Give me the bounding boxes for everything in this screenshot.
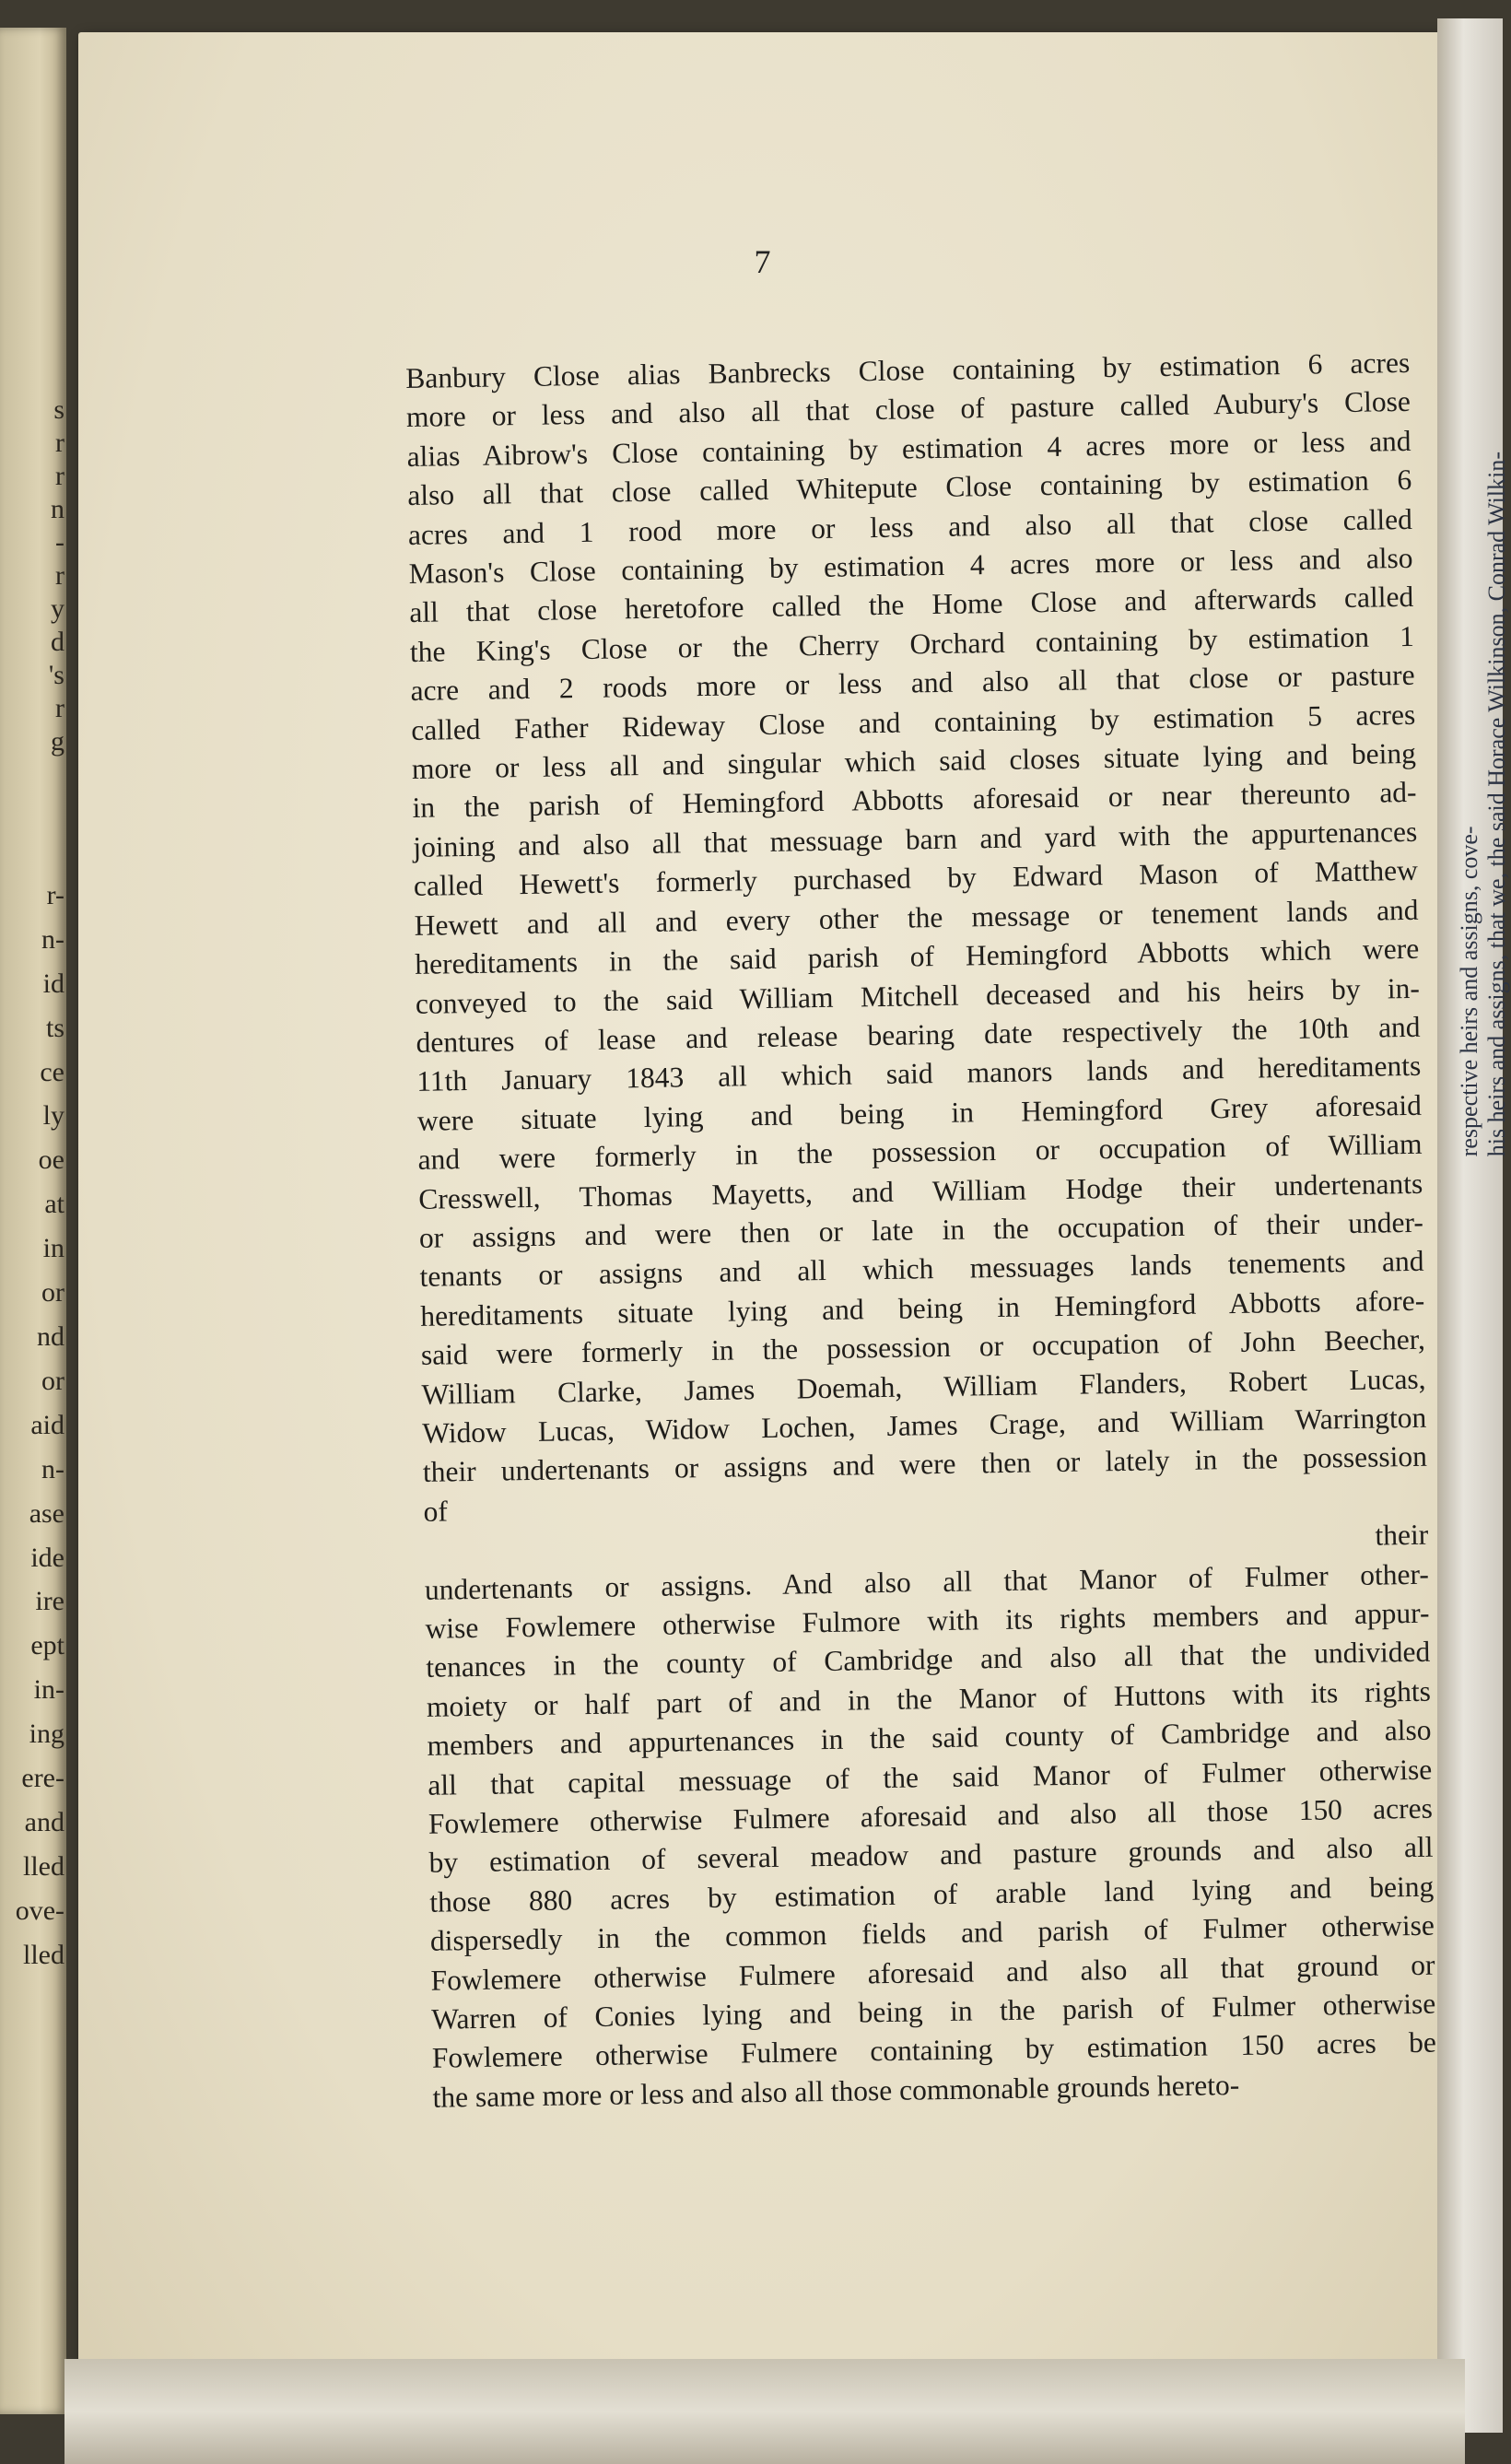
left-page-fragment: ly [42,1100,64,1132]
left-page-fragment: - [55,526,64,557]
left-page-fragment: at [44,1189,64,1220]
body-line: were situate lying and being in Hemingford Grey aforesaid [416,1088,1423,1137]
left-page-fragment: n [51,493,64,524]
body-line: acre and 2 roods more or less and also all that close or pasture [410,659,1415,708]
left-page-fragment: r [55,460,64,491]
right-page-line: respective heirs and assigns, cove- [1456,826,1482,1157]
left-page-fragment: d [51,626,64,657]
body-line: Warren of Conies lying and being in the parish of Fulmer otherwise [431,1987,1436,2036]
body-line: hereditaments in the said parish of Hemingford Abbotts which were [415,932,1420,981]
body-line: Fowlemere otherwise Fulmere aforesaid and also all that ground or [430,1948,1435,1997]
body-line: or assigns and were then or late in the occupation of their under- [418,1205,1424,1254]
body-line: tenants or assigns and all which messuages lands tenements and [419,1245,1424,1294]
left-page-fragment: ce [40,1056,64,1087]
left-page-fragment: 's [48,659,64,690]
body-line: their undertenants or assigns and were then or lately in the possession [422,1440,1428,1489]
left-page-fragment: or [41,1365,64,1396]
left-page-fragment: s [53,394,64,425]
left-page-fragment: aid [30,1409,64,1440]
body-line: 11th January 1843 all which said manors lands and hereditaments [416,1050,1422,1098]
body-line: dentures of lease and release bearing date respectively the 10th and [416,1010,1421,1059]
body-line: more or less all and singular which said closes situate lying and being [411,736,1417,786]
left-page-fragment: lled [23,1850,64,1882]
left-page-fragment: and [24,1806,64,1837]
adjacent-left-page [0,28,66,2414]
left-page-fragment: lled [23,1939,64,1970]
body-line: those 880 acres by estimation of arable land lying and being [429,1870,1435,1918]
body-line: Mason's Close containing by estimation 4 acres more or less and also [408,541,1413,591]
body-text [405,344,1437,2118]
body-line: and were formerly in the possession or occupation of William [417,1127,1423,1177]
left-page-fragment: ide [30,1542,64,1573]
adjacent-right-page [1437,18,1510,2433]
left-page-fragment: r [55,559,64,591]
body-line: in the parish of Hemingford Abbotts aforesaid or near thereunto ad- [412,776,1417,825]
body-line: by estimation of several meadow and pasture grounds and also all [428,1831,1434,1880]
page-number: 7 [754,243,771,280]
body-line: Widow Lucas, Widow Lochen, James Crage, and William Warrington [422,1401,1427,1449]
body-line: members and appurtenances in the said county of Cambridge and also [427,1713,1432,1763]
body-line: the King's Close or the Cherry Orchard containing by estimation 1 [409,619,1415,668]
left-page-fragment: g [51,725,64,757]
right-page-text [1456,452,1511,1156]
left-page-fragment: ere- [21,1763,64,1794]
left-page-fragment: n- [41,1453,64,1484]
body-line: joining and also all that messuage barn and yard with the appurtenances [413,815,1418,863]
body-line: all that close heretofore called the Home Close and afterwards called [409,581,1414,629]
body-line: Cresswell, Thomas Mayetts, and William Hodge their undertenants [418,1167,1423,1215]
document-page [78,32,1447,2377]
body-line: wise Fowlemere otherwise Fulmore with its rights members and appur- [425,1596,1430,1645]
left-page-fragment: or [41,1277,64,1308]
body-line: undertenants or assigns. And also all that Manor of Fulmer other- [424,1557,1430,1606]
left-page-fragment: oe [38,1144,64,1176]
left-page-fragment: in [42,1233,64,1264]
body-line: called Hewett's formerly purchased by Edward Mason of Matthew [413,854,1419,903]
body-line: alias Aibrow's Close containing by estimation 4 acres more or less and [406,424,1411,473]
body-line: also all that close called Whitepute Close containing by estimation 6 [407,463,1412,512]
body-line: Banbury Close alias Banbrecks Close containing by estimation 6 acres [405,346,1411,394]
left-page-fragment: id [42,968,64,999]
left-page-fragment: ts [45,1012,64,1043]
left-page-fragment: r [55,692,64,723]
body-line: hereditaments situate lying and being in Hemingford Abbotts afore- [420,1284,1425,1332]
body-line: the same more or less and also all those commonable grounds hereto- [432,2068,1240,2114]
left-page-fragment: ept [30,1630,64,1661]
body-line: said were formerly in the possession or occupation of John Beecher, [420,1322,1426,1372]
left-page-fragment: n- [41,923,64,955]
left-page-fragment: ase [29,1497,64,1529]
left-page-fragment: ove- [15,1895,64,1926]
left-page-fragment: r [55,427,64,458]
left-page-fragment: y [51,593,64,624]
body-line: moiety or half part of and in the Manor of Huttons with its rights [426,1674,1432,1723]
left-page-fragment: ire [35,1586,64,1617]
body-line: called Father Rideway Close and containing by estimation 5 acres [411,698,1416,746]
body-line: their [1375,1518,1429,1552]
body-line: Fowlemere otherwise Fulmere aforesaid and also all those 150 acres [428,1791,1434,1840]
underlying-paper-edge [64,2359,1465,2464]
left-page-fragment: r- [46,879,64,910]
right-page-line: his heirs and assigns, that we, the said Horace Wilkinson, Conrad Wilkin- [1483,452,1510,1157]
body-line: of [423,1495,449,1528]
left-page-fragment: ing [29,1719,64,1750]
body-line: dispersedly in the common fields and parish of Fulmer otherwise [429,1908,1435,1958]
body-line: William Clarke, James Doemah, William Flanders, Robert Lucas, [421,1362,1426,1411]
body-line: tenances in the county of Cambridge and also all that the undivided [426,1636,1431,1684]
body-line: all that capital messuage of the said Manor of Fulmer otherwise [428,1753,1433,1801]
left-page-fragment: in- [33,1674,64,1706]
body-line: more or less and also all that close of pasture called Aubury's Close [405,385,1411,434]
left-page-fragment: nd [37,1320,64,1352]
body-line: acres and 1 rood more or less and also all that close called [407,502,1413,551]
body-line: Fowlemere otherwise Fulmere containing by estimation 150 acres be [431,2026,1437,2075]
body-line: conveyed to the said William Mitchell deceased and his heirs by in- [415,971,1421,1020]
body-line: Hewett and all and every other the message or tenement lands and [414,893,1419,942]
